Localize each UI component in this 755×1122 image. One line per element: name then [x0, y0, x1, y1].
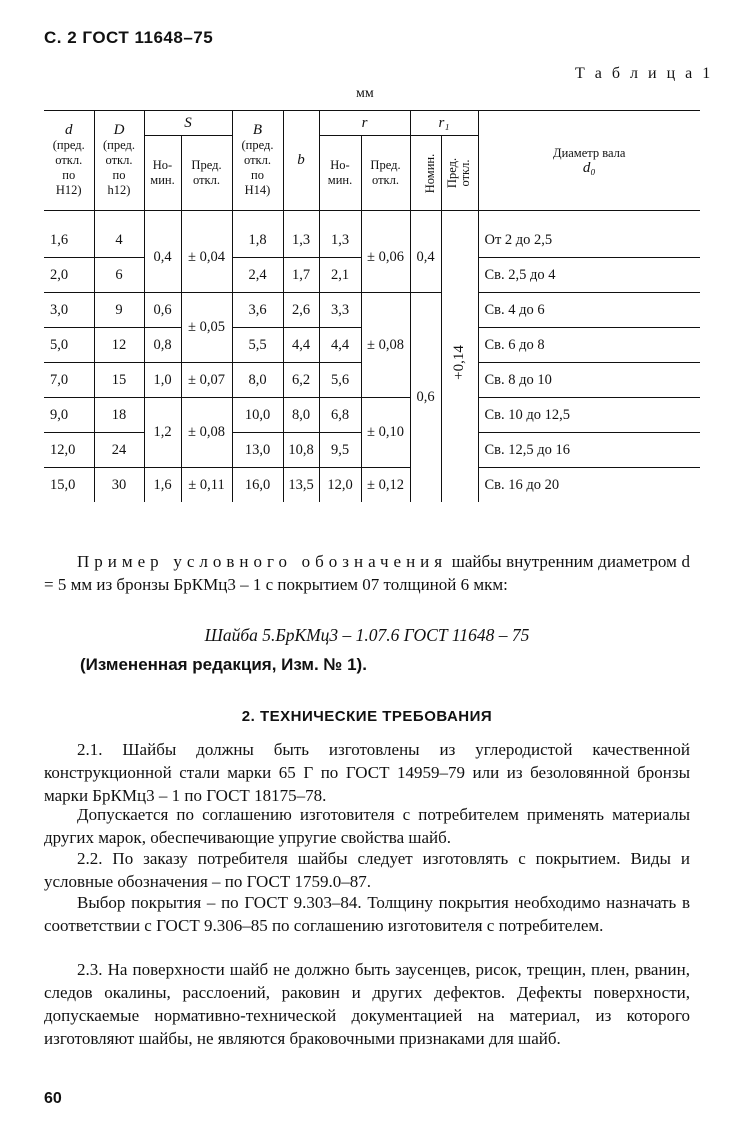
- cell-shaft: Св. 2,5 до 4: [478, 258, 700, 293]
- S-nominal-header: Но- мин.: [144, 136, 181, 211]
- cell-S-nominal: 0,6: [144, 293, 181, 328]
- table-label: Т а б л и ц а 1: [575, 65, 714, 82]
- cell-d: 1,6: [44, 223, 94, 258]
- cell-b: 10,8: [283, 433, 319, 468]
- d-symbol: d: [65, 122, 73, 138]
- col-D-header: [94, 111, 144, 211]
- cell-r-tolerance: ± 0,08: [361, 293, 410, 398]
- cell-d: 9,0: [44, 398, 94, 433]
- amendment-note: (Измененная редакция, Изм. № 1).: [80, 655, 367, 674]
- r-nominal-header: Но- мин.: [319, 136, 361, 211]
- cell-r: 5,6: [319, 363, 361, 398]
- r1-tolerance-value: +0,14: [451, 345, 467, 380]
- cell-B: 13,0: [232, 433, 283, 468]
- cell-S-nominal: 1,2: [144, 398, 181, 468]
- cell-shaft: Св. 10 до 12,5: [478, 398, 700, 433]
- cell-b: 8,0: [283, 398, 319, 433]
- cell-S-nominal: 0,8: [144, 328, 181, 363]
- table-row: [44, 223, 700, 258]
- cell-b: 4,4: [283, 328, 319, 363]
- r1-tolerance-header: [441, 136, 478, 211]
- D-tolerance-note: (пред. откл. по h12): [103, 138, 135, 197]
- col-S-header: [144, 111, 232, 136]
- cell-r: 9,5: [319, 433, 361, 468]
- units-label: мм: [356, 86, 374, 101]
- b-symbol: b: [297, 152, 305, 168]
- r1-nominal-text: Номин.: [422, 153, 437, 193]
- cell-r1-nominal: 0,6: [410, 293, 441, 503]
- D-symbol: D: [113, 122, 125, 138]
- cell-S-tolerance: ± 0,11: [181, 468, 232, 503]
- cell-r: 6,8: [319, 398, 361, 433]
- table-row: [44, 398, 700, 433]
- shaft-symbol: d₀: [582, 159, 596, 176]
- shaft-label: Диаметр вала: [553, 145, 626, 160]
- cell-shaft: Св. 12,5 до 16: [478, 433, 700, 468]
- page-number: 60: [44, 1090, 62, 1107]
- example-intro-rest: шайбы внутренним диаметром d = 5 мм из бронзы БрКМц3 – 1 с покрытием 07 толщиной 6 мкм:: [44, 552, 690, 594]
- r1-tolerance-text: Пред. откл.: [445, 157, 473, 188]
- cell-D: 4: [94, 223, 144, 258]
- d-tolerance-note: (пред. откл. по Н12): [52, 138, 85, 197]
- cell-S-tolerance: ± 0,08: [181, 398, 232, 468]
- cell-S-tolerance: ± 0,07: [181, 363, 232, 398]
- cell-D: 18: [94, 398, 144, 433]
- cell-S-tolerance: ± 0,05: [181, 293, 232, 363]
- cell-r: 1,3: [319, 223, 361, 258]
- cell-b: 2,6: [283, 293, 319, 328]
- section-title: 2. ТЕХНИЧЕСКИЕ ТРЕБОВАНИЯ: [241, 708, 493, 725]
- cell-S-tolerance: ± 0,04: [181, 223, 232, 293]
- cell-r: 4,4: [319, 328, 361, 363]
- cell-b: 1,7: [283, 258, 319, 293]
- col-b-header: [283, 111, 319, 211]
- cell-d: 2,0: [44, 258, 94, 293]
- cell-b: 6,2: [283, 363, 319, 398]
- cell-D: 30: [94, 468, 144, 503]
- B-tolerance-note: (пред. откл. по Н14): [241, 138, 274, 197]
- cell-D: 24: [94, 433, 144, 468]
- paragraph-2-2: 2.2. По заказу потребителя шайбы следует изготовлять с покрытием. Виды и условные обозначения – по ГОСТ 1759.0–87.: [44, 849, 690, 891]
- cell-b: 13,5: [283, 468, 319, 503]
- table-row: [44, 293, 700, 328]
- col-shaft-header: [478, 111, 700, 211]
- dimensions-table: [44, 110, 700, 502]
- cell-shaft: Св. 6 до 8: [478, 328, 700, 363]
- cell-d: 5,0: [44, 328, 94, 363]
- col-B-header: [232, 111, 283, 211]
- paragraph-2-1: 2.1. Шайбы должны быть изготовлены из углеродистой качественной конструкционной стали марки 65 Г по ГОСТ 14959–79 или из безоловянной бронзы марки БрКМц3 – 1 по ГОСТ 18175–78.: [44, 740, 690, 805]
- cell-B: 3,6: [232, 293, 283, 328]
- S-symbol: S: [184, 114, 192, 131]
- paragraph-coating: Выбор покрытия – по ГОСТ 9.303–84. Толщину покрытия необходимо назначать в соответствии с ГОСТ 9.306–85 по соглашению изготовителя с потребителем.: [44, 893, 690, 935]
- r-symbol: r: [361, 114, 368, 131]
- cell-B: 16,0: [232, 468, 283, 503]
- B-symbol: B: [252, 122, 263, 138]
- cell-d: 15,0: [50, 476, 76, 493]
- cell-shaft: От 2 до 2,5: [478, 223, 700, 258]
- cell-S-nominal: 1,0: [144, 363, 181, 398]
- cell-B: 2,4: [232, 258, 283, 293]
- r1-symbol: r₁: [438, 114, 450, 131]
- example-designation: Шайба 5.БрКМц3 – 1.07.6 ГОСТ 11648 – 75: [204, 625, 530, 645]
- cell-D: 9: [94, 293, 144, 328]
- cell-r: 2,1: [319, 258, 361, 293]
- cell-shaft: Св. 4 до 6: [478, 293, 700, 328]
- cell-r1-tolerance: [441, 223, 478, 502]
- col-d-header: [44, 111, 94, 211]
- table-row: [44, 468, 700, 503]
- cell-r-tolerance: ± 0,12: [361, 468, 410, 503]
- cell-r: 3,3: [319, 293, 361, 328]
- cell-B: 5,5: [232, 328, 283, 363]
- cell-D: 15: [94, 363, 144, 398]
- cell-shaft: Св. 8 до 10: [478, 363, 700, 398]
- cell-S-nominal: 0,4: [144, 223, 181, 293]
- cell-D: 6: [94, 258, 144, 293]
- cell-B: 8,0: [232, 363, 283, 398]
- cell-B: 10,0: [232, 398, 283, 433]
- example-paragraph: [44, 550, 690, 596]
- cell-r-tolerance: ± 0,10: [361, 398, 410, 468]
- S-tolerance-header: Пред. откл.: [181, 136, 232, 211]
- cell-r: 12,0: [319, 468, 361, 503]
- cell-r1-nominal: 0,4: [410, 223, 441, 293]
- cell-d: 7,0: [44, 363, 94, 398]
- cell-shaft: Св. 16 до 20: [478, 468, 700, 503]
- cell-S-nominal: 1,6: [144, 468, 181, 503]
- r1-nominal-header: [410, 136, 441, 211]
- cell-B: 1,8: [232, 223, 283, 258]
- col-r-header: [319, 111, 410, 136]
- col-r1-header: [410, 111, 478, 136]
- page-header: С. 2 ГОСТ 11648–75: [44, 28, 214, 47]
- cell-r-tolerance: ± 0,06: [361, 223, 410, 293]
- cell-d: 3,0: [44, 293, 94, 328]
- r-tolerance-header: Пред. откл.: [361, 136, 410, 211]
- cell-d: 12,0: [44, 433, 94, 468]
- cell-D: 12: [94, 328, 144, 363]
- paragraph-materials: Допускается по соглашению изготовителя с потребителем применять материалы других марок, обеспечивающие упругие свойства шайб.: [44, 805, 690, 847]
- cell-b: 1,3: [283, 223, 319, 258]
- example-intro-spaced: Пример условного обозначения: [77, 552, 448, 571]
- paragraph-2-3: 2.3. На поверхности шайб не должно быть заусенцев, рисок, трещин, плен, рванин, следов окалины, расслоений, раковин и других дефектов. Дефекты поверхности, допускаемые нормативно-технической документацией на материал, из которого изготовляют шайбы, не являются браковочными признаками для шайб.: [44, 960, 690, 1048]
